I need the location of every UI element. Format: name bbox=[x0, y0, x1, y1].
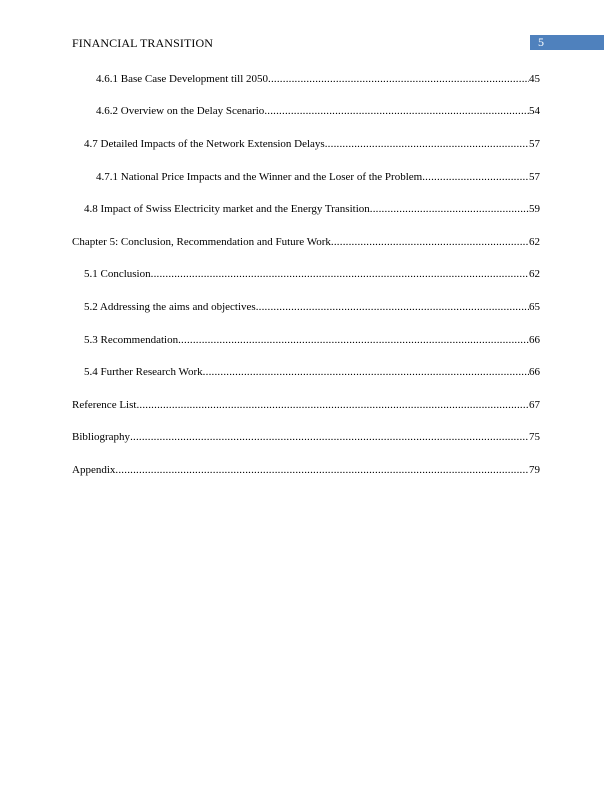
toc-entry-page: 66 bbox=[529, 366, 540, 378]
toc-entry-page: 66 bbox=[529, 334, 540, 346]
toc-entry-4-7[interactable] bbox=[84, 137, 540, 151]
toc-leader-dots bbox=[370, 202, 529, 216]
toc-entry-4-8[interactable] bbox=[84, 202, 540, 216]
toc-entry-reference-list[interactable] bbox=[72, 398, 540, 412]
toc-entry-label: Reference List bbox=[72, 399, 137, 411]
toc-entry-page: 57 bbox=[529, 171, 540, 183]
toc-entry-label: 5.4 Further Research Work bbox=[84, 366, 203, 378]
toc-entry-bibliography[interactable] bbox=[72, 430, 540, 444]
toc-entry-4-6-2[interactable] bbox=[96, 104, 540, 118]
toc-leader-dots bbox=[115, 463, 529, 477]
toc-entry-label: 5.3 Recommendation bbox=[84, 334, 179, 346]
toc-entry-page: 57 bbox=[529, 138, 540, 150]
page-number: 5 bbox=[538, 35, 544, 49]
toc-entry-label: 4.7.1 National Price Impacts and the Winner and the Loser of the Problem bbox=[96, 171, 423, 183]
toc-leader-dots bbox=[130, 430, 529, 444]
toc-leader-dots bbox=[264, 104, 529, 118]
toc-entry-page: 62 bbox=[529, 268, 540, 280]
toc-leader-dots bbox=[151, 267, 529, 281]
toc-leader-dots bbox=[178, 333, 529, 347]
toc-leader-dots bbox=[256, 300, 529, 314]
toc-leader-dots bbox=[331, 235, 529, 249]
toc-entry-label: 4.8 Impact of Swiss Electricity market and the Energy Transition bbox=[84, 203, 370, 215]
toc-entry-5-2[interactable] bbox=[84, 300, 540, 314]
toc-leader-dots bbox=[203, 365, 529, 379]
toc-leader-dots bbox=[268, 72, 529, 86]
page-number-box bbox=[530, 35, 604, 50]
toc-entry-chapter-5[interactable] bbox=[72, 235, 540, 249]
toc-entry-label: 5.2 Addressing the aims and objectives bbox=[84, 301, 256, 313]
toc-entry-page: 75 bbox=[529, 431, 540, 443]
toc-entry-4-6-1[interactable] bbox=[96, 72, 540, 86]
toc-entry-page: 45 bbox=[529, 73, 540, 85]
toc-entry-label: 5.1 Conclusion bbox=[84, 268, 151, 280]
toc-entry-5-3[interactable] bbox=[84, 333, 540, 347]
toc-entry-5-1[interactable] bbox=[84, 267, 540, 281]
running-head-title: FINANCIAL TRANSITION bbox=[72, 36, 213, 50]
toc-entry-5-4[interactable] bbox=[84, 365, 540, 379]
toc-entry-label: 4.7 Detailed Impacts of the Network Extension Delays bbox=[84, 138, 325, 150]
toc-entry-appendix[interactable] bbox=[72, 463, 540, 477]
toc-entry-label: 4.6.2 Overview on the Delay Scenario bbox=[96, 105, 265, 117]
toc-entry-page: 79 bbox=[529, 464, 540, 476]
toc-entry-label: 4.6.1 Base Case Development till 2050 bbox=[96, 73, 268, 85]
toc-leader-dots bbox=[422, 170, 529, 184]
toc-entry-page: 54 bbox=[529, 105, 540, 117]
toc-entry-4-7-1[interactable] bbox=[96, 170, 540, 184]
toc-entry-label: Appendix bbox=[72, 464, 116, 476]
toc-entry-page: 62 bbox=[529, 236, 540, 248]
toc-entry-page: 65 bbox=[529, 301, 540, 313]
toc-leader-dots bbox=[136, 398, 529, 412]
toc-entry-label: Bibliography bbox=[72, 431, 131, 443]
toc-entry-page: 67 bbox=[529, 399, 540, 411]
toc-leader-dots bbox=[325, 137, 529, 151]
toc-entry-label: Chapter 5: Conclusion, Recommendation and Future Work bbox=[72, 236, 331, 248]
toc-entry-page: 59 bbox=[529, 203, 540, 215]
